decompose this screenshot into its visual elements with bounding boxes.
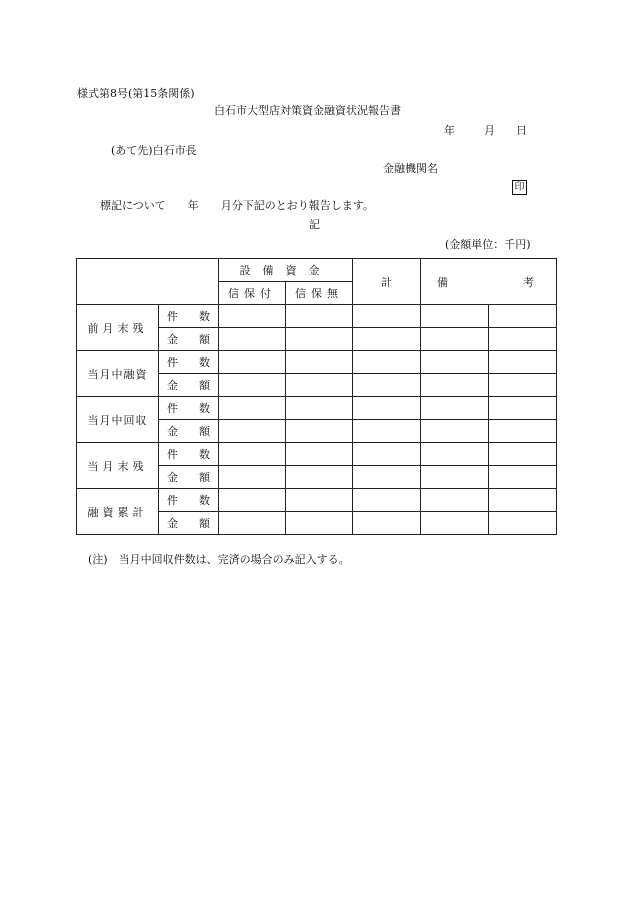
amount-label: 金額 (159, 374, 219, 397)
table-row (77, 489, 557, 512)
header-equipment-funds: 設備資金 (219, 259, 353, 282)
table-row (77, 443, 557, 466)
cell-total[interactable] (353, 351, 421, 374)
cell-total[interactable] (353, 466, 421, 489)
cell-remarks-1[interactable] (421, 351, 489, 374)
header-remarks (421, 259, 557, 305)
seal-mark: 印 (512, 180, 527, 195)
cell-without-guarantee[interactable] (286, 466, 353, 489)
cell-remarks-1[interactable] (421, 328, 489, 351)
cell-remarks-1[interactable] (421, 466, 489, 489)
cell-total[interactable] (353, 328, 421, 351)
institution-label: 金融機関名 (383, 162, 438, 175)
cell-with-guarantee[interactable] (219, 351, 286, 374)
count-label: 件数 (159, 489, 219, 512)
cell-with-guarantee[interactable] (219, 489, 286, 512)
cell-total[interactable] (353, 512, 421, 535)
date-year: 年 (444, 124, 455, 137)
addressee: (あて先)白石市長 (111, 144, 197, 157)
header-remarks-char-2: 考 (523, 275, 534, 289)
row-label: 融資累計 (77, 489, 159, 535)
date-day: 日 (516, 124, 527, 137)
report-sentence: 標記について 年 月分下記のとおり報告します。 (100, 199, 374, 212)
header-blank-cell (77, 259, 219, 305)
cell-with-guarantee[interactable] (219, 466, 286, 489)
cell-total[interactable] (353, 305, 421, 328)
cell-remarks-1[interactable] (421, 397, 489, 420)
cell-remarks-1[interactable] (421, 443, 489, 466)
cell-without-guarantee[interactable] (286, 512, 353, 535)
cell-with-guarantee[interactable] (219, 443, 286, 466)
cell-remarks-2[interactable] (489, 397, 557, 420)
cell-remarks-2[interactable] (489, 351, 557, 374)
cell-remarks-1[interactable] (421, 420, 489, 443)
count-label: 件数 (159, 351, 219, 374)
cell-without-guarantee[interactable] (286, 420, 353, 443)
cell-remarks-1[interactable] (421, 305, 489, 328)
table-header-row (77, 259, 557, 282)
date-month: 月 (484, 124, 495, 137)
row-label: 当月中融資 (77, 351, 159, 397)
cell-without-guarantee[interactable] (286, 305, 353, 328)
cell-without-guarantee[interactable] (286, 328, 353, 351)
cell-remarks-2[interactable] (489, 305, 557, 328)
count-label: 件数 (159, 305, 219, 328)
cell-remarks-1[interactable] (421, 374, 489, 397)
cell-remarks-2[interactable] (489, 512, 557, 535)
footnote: (注) 当月中回収件数は、完済の場合のみ記入する。 (88, 553, 350, 566)
row-label: 前月末残 (77, 305, 159, 351)
cell-remarks-2[interactable] (489, 420, 557, 443)
cell-with-guarantee[interactable] (219, 305, 286, 328)
cell-total[interactable] (353, 489, 421, 512)
cell-with-guarantee[interactable] (219, 512, 286, 535)
cell-remarks-1[interactable] (421, 512, 489, 535)
table-row (77, 397, 557, 420)
cell-remarks-2[interactable] (489, 489, 557, 512)
cell-total[interactable] (353, 397, 421, 420)
report-table (76, 258, 557, 535)
form-number: 様式第8号(第15条関係) (77, 87, 195, 100)
table-row (77, 305, 557, 328)
document-title: 白石市大型店対策資金融資状況報告書 (214, 104, 401, 117)
cell-without-guarantee[interactable] (286, 443, 353, 466)
count-label: 件数 (159, 443, 219, 466)
amount-label: 金額 (159, 420, 219, 443)
cell-remarks-2[interactable] (489, 466, 557, 489)
cell-with-guarantee[interactable] (219, 397, 286, 420)
cell-remarks-2[interactable] (489, 374, 557, 397)
cell-remarks-2[interactable] (489, 443, 557, 466)
row-label: 当月末残 (77, 443, 159, 489)
amount-label: 金額 (159, 512, 219, 535)
cell-with-guarantee[interactable] (219, 374, 286, 397)
cell-with-guarantee[interactable] (219, 328, 286, 351)
cell-remarks-1[interactable] (421, 489, 489, 512)
amount-label: 金額 (159, 466, 219, 489)
header-remarks-char-1: 備 (437, 275, 448, 289)
header-with-guarantee: 信保付 (219, 282, 286, 305)
cell-without-guarantee[interactable] (286, 397, 353, 420)
cell-total[interactable] (353, 443, 421, 466)
count-label: 件数 (159, 397, 219, 420)
cell-without-guarantee[interactable] (286, 489, 353, 512)
header-without-guarantee: 信保無 (286, 282, 353, 305)
cell-without-guarantee[interactable] (286, 351, 353, 374)
cell-total[interactable] (353, 374, 421, 397)
row-label: 当月中回収 (77, 397, 159, 443)
cell-total[interactable] (353, 420, 421, 443)
cell-remarks-2[interactable] (489, 328, 557, 351)
record-mark: 記 (309, 218, 320, 231)
header-total: 計 (353, 259, 421, 305)
amount-label: 金額 (159, 328, 219, 351)
unit-note: (金額単位：千円) (445, 238, 531, 251)
cell-with-guarantee[interactable] (219, 420, 286, 443)
cell-without-guarantee[interactable] (286, 374, 353, 397)
table-row (77, 351, 557, 374)
